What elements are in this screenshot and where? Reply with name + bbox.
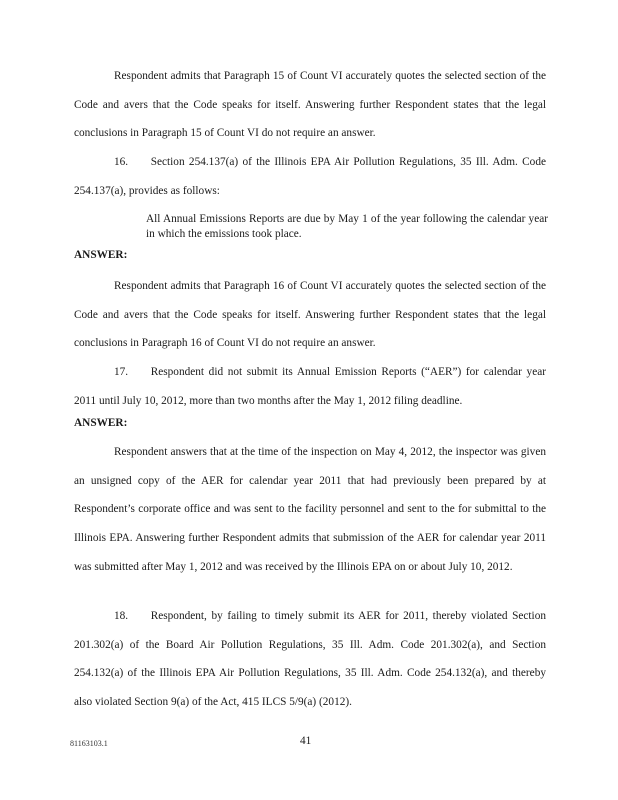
block-quote-16: All Annual Emissions Reports are due by May 1 of the year following the calendar year in which the emissions took place. <box>146 213 548 240</box>
paragraph-16-answer: Respondent admits that Paragraph 16 of Count VI accurately quotes the selected section of the Code and avers that the Code speaks for itself. Answering further Respondent states that the legal conclusions in Paragraph 16 of Count VI do not require an answer. <box>74 280 546 350</box>
paragraph-17-answer: Respondent answers that at the time of the inspection on May 4, 2012, the inspector was given an unsigned copy of the AER for calendar year 2011 that had previously been prepared by at Respondent’s corporate office and was sent to the facility personnel and sent to the for submittal to the Illinois EPA. Answering further Respondent admits that submission of the AER for calendar year 2011 was submitted after May 1, 2012 and was received by the Illinois EPA on or about July 10, 2012. <box>74 446 546 573</box>
answer-heading-1: ANSWER: <box>74 249 128 261</box>
paragraph-17: 17. Respondent did not submit its Annual Emission Reports (“AER”) for calendar year 2011 until July 10, 2012, more than two months after the May 1, 2012 filing deadline. <box>74 366 546 407</box>
paragraph-15-answer: Respondent admits that Paragraph 15 of Count VI accurately quotes the selected section of the Code and avers that the Code speaks for itself. Answering further Respondent states that the legal conclusions in Paragraph 15 of Count VI do not require an answer. <box>74 70 546 140</box>
answer-heading-2: ANSWER: <box>74 417 128 429</box>
paragraph-16: 16. Section 254.137(a) of the Illinois EPA Air Pollution Regulations, 35 Ill. Adm. Code 254.137(a), provides as follows: <box>74 156 546 197</box>
paragraph-18: 18. Respondent, by failing to timely submit its AER for 2011, thereby violated Section 201.302(a) of the Board Air Pollution Regulations, 35 Ill. Adm. Code 201.302(a), and Section 254.132(a) of the Illinois EPA Air Pollution Regulations, 35 Ill. Adm. Code 254.132(a), and thereby also violated Section 9(a) of the Act, 415 ILCS 5/9(a) (2012). <box>74 610 546 709</box>
footer-page-number: 41 <box>300 735 312 747</box>
footer-document-id: 81163103.1 <box>70 739 108 748</box>
